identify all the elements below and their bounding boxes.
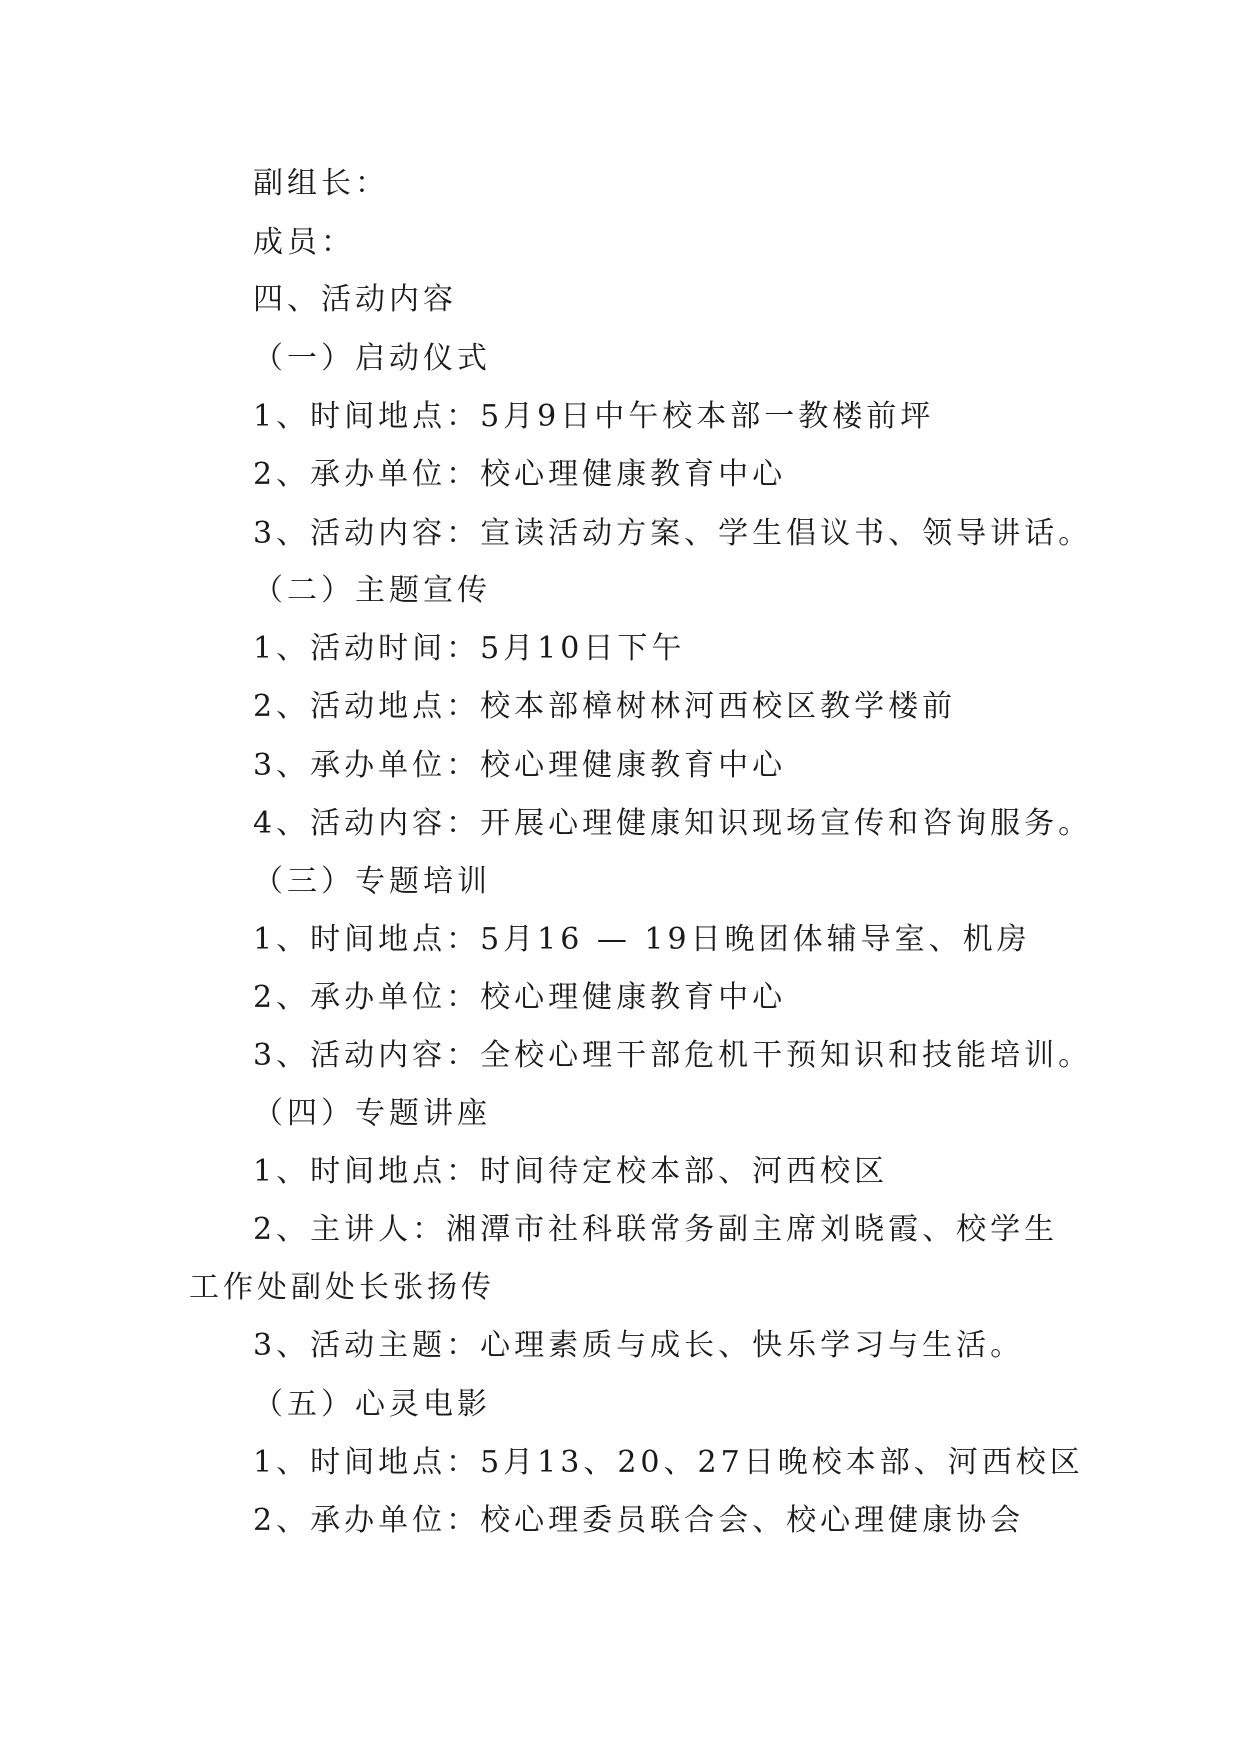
launch-time-place: 1、时间地点：5月9日中午校本部一教楼前坪 bbox=[253, 399, 935, 434]
lecture-theme: 3、活动主题：心理素质与成长、快乐学习与生活。 bbox=[253, 1328, 1025, 1363]
training-organizer: 2、承办单位：校心理健康教育中心 bbox=[253, 980, 787, 1015]
movies-time-place: 1、时间地点：5月13、20、27日晚校本部、河西校区 bbox=[253, 1445, 1084, 1480]
members-line: 成员： bbox=[253, 225, 355, 260]
subsection-heading-theme-publicity: （二）主题宣传 bbox=[253, 573, 491, 608]
publicity-place: 2、活动地点：校本部樟树林河西校区教学楼前 bbox=[253, 689, 957, 724]
launch-organizer: 2、承办单位：校心理健康教育中心 bbox=[253, 457, 787, 492]
publicity-organizer: 3、承办单位：校心理健康教育中心 bbox=[253, 748, 787, 783]
movies-organizer: 2、承办单位：校心理委员联合会、校心理健康协会 bbox=[253, 1503, 1025, 1538]
launch-content: 3、活动内容：宣读活动方案、学生倡议书、领导讲话。 bbox=[253, 516, 1093, 551]
lecture-speakers-continued: 工作处副处长张扬传 bbox=[189, 1270, 495, 1305]
subsection-heading-soul-movies: （五）心灵电影 bbox=[253, 1387, 491, 1422]
vice-leader-line: 副组长： bbox=[253, 166, 389, 201]
training-time-place: 1、时间地点：5月16 — 19日晚团体辅导室、机房 bbox=[253, 922, 1031, 957]
subsection-heading-special-training: （三）专题培训 bbox=[253, 864, 491, 899]
section-heading-activity-content: 四、活动内容 bbox=[253, 282, 457, 317]
publicity-content: 4、活动内容：开展心理健康知识现场宣传和咨询服务。 bbox=[253, 806, 1093, 841]
subsection-heading-launch-ceremony: （一）启动仪式 bbox=[253, 341, 491, 376]
subsection-heading-special-lecture: （四）专题讲座 bbox=[253, 1096, 491, 1131]
training-content: 3、活动内容：全校心理干部危机干预知识和技能培训。 bbox=[253, 1038, 1093, 1073]
publicity-time: 1、活动时间：5月10日下午 bbox=[253, 631, 686, 666]
lecture-time-place: 1、时间地点：时间待定校本部、河西校区 bbox=[253, 1154, 889, 1189]
lecture-speakers: 2、主讲人：湘潭市社科联常务副主席刘晓霞、校学生 bbox=[253, 1212, 1059, 1247]
